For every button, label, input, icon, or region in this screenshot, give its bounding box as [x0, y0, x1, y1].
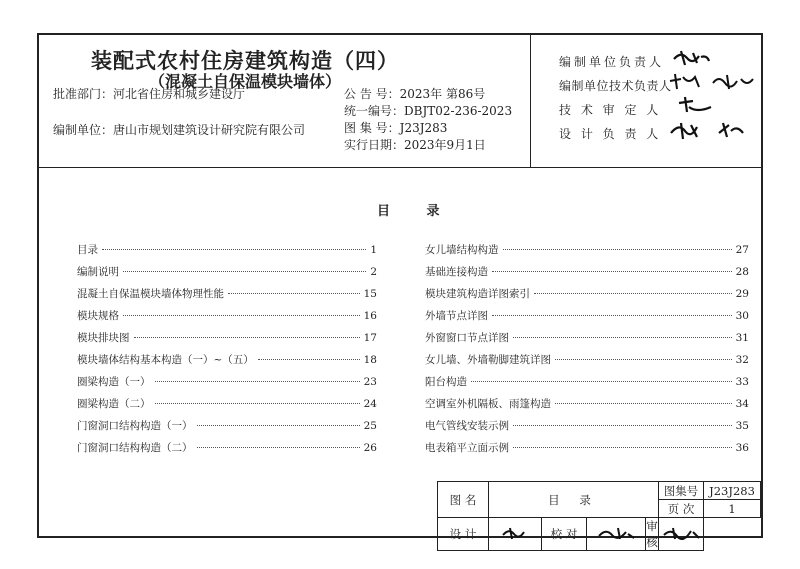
drawing-name: 目 录: [489, 482, 659, 518]
toc-item: 电气管线安装示例 35: [425, 420, 749, 432]
signature-3: [675, 95, 715, 115]
design-label: 设 计: [438, 518, 489, 551]
check-label: 校 对: [542, 518, 587, 551]
header: [39, 35, 761, 168]
toc-item: 基础连接构造 28: [425, 266, 749, 278]
toc-item: 目录 1: [77, 244, 377, 256]
title-block: [437, 481, 761, 551]
responsible-role-4: 设 计 负 责 人: [559, 127, 662, 141]
atlas-no-label: 图集号: [659, 482, 704, 500]
toc-item: 外窗窗口节点详图 31: [425, 332, 749, 344]
unified-no: 统一编号：DBJT02-236-2023: [344, 104, 513, 118]
atlas-no-value: J23J283: [704, 482, 761, 500]
drawing-frame: [37, 33, 763, 549]
toc-item: 空调室外机隔板、雨篷构造 34: [425, 398, 749, 410]
approval-dept: 批准部门：河北省住房和城乡建设厅: [53, 87, 246, 101]
toc-item: 模块规格 16: [77, 310, 377, 322]
toc-item: 女儿墙、外墙勒脚建筑详图 32: [425, 354, 749, 366]
review-signature: [659, 518, 704, 551]
toc-item: 圈梁构造（二） 24: [77, 398, 377, 410]
toc-heading: 目 录: [377, 204, 456, 219]
review-label: 审 核: [646, 519, 658, 549]
signature-2: [667, 71, 757, 93]
design-signature: [489, 518, 542, 551]
toc-item: 门窗洞口结构构造（二） 26: [77, 442, 377, 454]
toc-item: 圈梁构造（一） 23: [77, 376, 377, 388]
effective-date: 实行日期：2023年9月1日: [344, 138, 486, 152]
toc-item: 编制说明 2: [77, 266, 377, 278]
toc-item: 混凝土自保温模块墙体物理性能 15: [77, 288, 377, 300]
toc-item: 模块排块图 17: [77, 332, 377, 344]
design-signature-mark: [500, 526, 530, 540]
header-divider: [530, 35, 531, 167]
toc-item: 女儿墙结构构造 27: [425, 244, 749, 256]
page-title: 装配式农村住房建筑构造（四）: [91, 49, 399, 73]
toc-item: 外墙节点详图 30: [425, 310, 749, 322]
responsible-role-2: 编制单位技术负责人: [559, 79, 672, 93]
atlas-no: 图 集 号：J23J283: [344, 121, 448, 135]
responsible-role-3: 技 术 审 定 人: [559, 103, 662, 117]
page-label: 页 次: [659, 500, 704, 518]
page-subtitle: （混凝土自保温模块墙体）: [148, 72, 341, 91]
signature-4: [667, 119, 757, 141]
toc-item: 阳台构造 33: [425, 376, 749, 388]
compiling-unit: 编制单位：唐山市规划建筑设计研究院有限公司: [53, 123, 306, 137]
review-signature-mark: [661, 526, 701, 540]
toc-item: 模块建筑构造详图索引 29: [425, 288, 749, 300]
toc-item: 电表箱平立面示例 36: [425, 442, 749, 454]
drawing-name-label: 图 名: [438, 482, 489, 518]
toc-item: 模块墙体结构基本构造（一）~（五） 18: [77, 354, 377, 366]
announcement-no: 公 告 号：2023年 第86号: [344, 87, 486, 101]
signature-1: [671, 47, 711, 67]
check-signature-mark: [596, 526, 636, 540]
page-value: 1: [704, 500, 761, 518]
responsible-role-1: 编制单位负责人: [559, 55, 665, 69]
check-signature: [587, 518, 646, 551]
toc-item: 门窗洞口结构构造（一） 25: [77, 420, 377, 432]
